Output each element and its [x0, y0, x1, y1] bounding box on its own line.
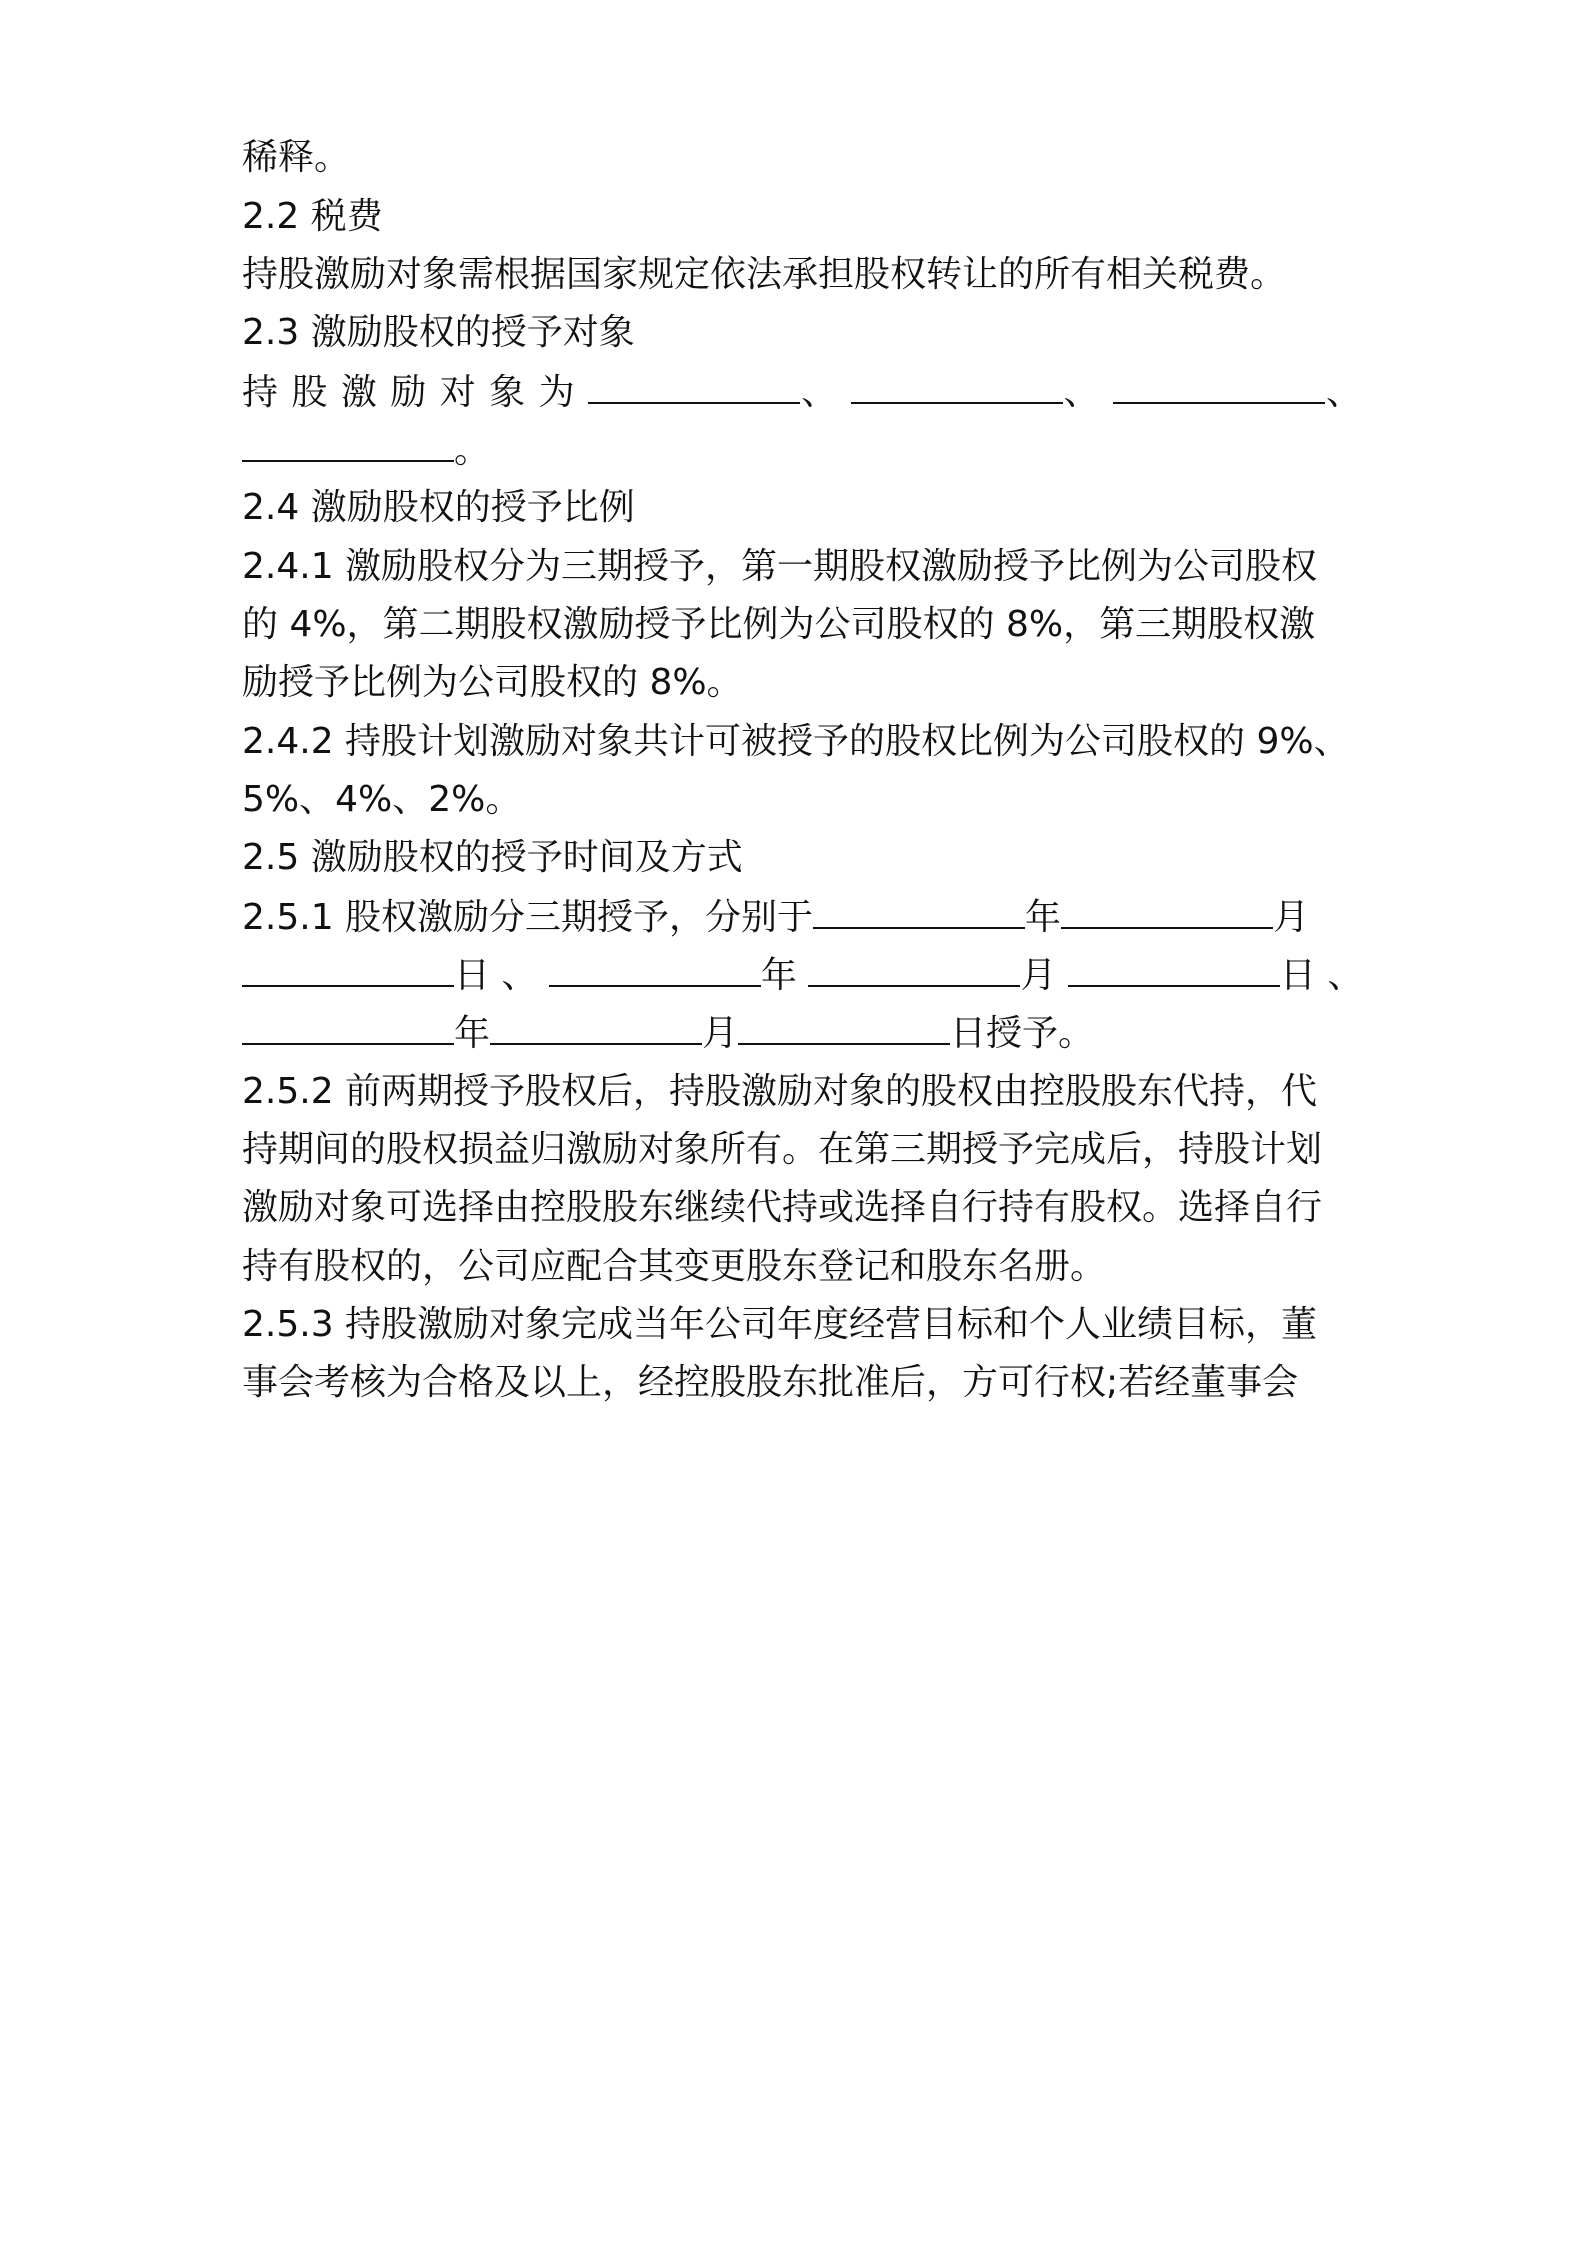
text-line: 2.4.1 激励股权分为三期授予，第一期股权激励授予比例为公司股权: [242, 546, 1318, 587]
fill-in-blank[interactable]: [813, 893, 1025, 929]
fill-in-blank[interactable]: [490, 1009, 702, 1045]
section-heading-2-2: 2.2 税费: [242, 196, 383, 237]
text-line: 持期间的股权损益归激励对象所有。在第三期授予完成后，持股计划: [242, 1129, 1323, 1170]
day-word: 日: [454, 955, 491, 996]
fill-in-blank[interactable]: [242, 951, 454, 987]
separator: 、: [490, 955, 538, 996]
grant-date-line-1: [242, 893, 1362, 942]
text-line: 事会考核为合格及以上，经控股股东批准后，方可行权;若经董事会: [242, 1362, 1299, 1403]
section-heading-2-5: 2.5 激励股权的授予时间及方式: [242, 837, 743, 878]
text-line: 2.5.3 持股激励对象完成当年公司年度经营目标和个人业绩目标，董: [242, 1304, 1318, 1345]
separator: 、: [1062, 372, 1101, 413]
year-word: 年: [760, 955, 797, 996]
month-word: 月: [702, 1013, 739, 1054]
month-word: 月: [1020, 955, 1057, 996]
grant-date-label: 2.5.1 股权激励分三期授予，分别于: [242, 897, 814, 938]
fill-in-blank[interactable]: [1068, 951, 1280, 987]
date-group: [1068, 955, 1363, 996]
period-mark: 。: [454, 430, 491, 471]
fill-in-blank[interactable]: [588, 368, 800, 404]
year-word: 年: [1025, 897, 1062, 938]
day-word: 日: [1279, 955, 1316, 996]
grantee-label: 持 股 激 励 对 象 为: [242, 372, 576, 413]
grantee-line: [242, 368, 1362, 417]
text-line: 稀释。: [242, 137, 351, 178]
fill-in-blank[interactable]: [242, 1009, 454, 1045]
date-group: [549, 955, 797, 996]
fill-in-blank[interactable]: [1113, 368, 1325, 404]
grant-date-line-3: [242, 1009, 1362, 1058]
fill-in-blank[interactable]: [549, 951, 761, 987]
text-line: 的 4%，第二期股权激励授予比例为公司股权的 8%，第三期股权激: [242, 604, 1316, 645]
fill-in-blank[interactable]: [738, 1009, 950, 1045]
text-line: 5%、4%、2%。: [242, 779, 522, 820]
month-word: 月: [1273, 897, 1310, 938]
date-group: [808, 955, 1056, 996]
text-line: 2.4.2 持股计划激励对象共计可被授予的股权比例为公司股权的 9%、: [242, 721, 1350, 762]
grant-date-line-2: [242, 951, 1362, 1000]
text-line: 持有股权的，公司应配合其变更股东登记和股东名册。: [242, 1246, 1107, 1287]
grantee-group: [588, 372, 838, 413]
grantee-group: [1113, 372, 1362, 413]
fill-in-blank[interactable]: [1061, 893, 1273, 929]
date-group: [242, 955, 537, 996]
grantee-group: [851, 372, 1101, 413]
year-word: 年: [454, 1013, 491, 1054]
separator: 、: [1324, 372, 1362, 413]
separator: 、: [800, 372, 839, 413]
grant-end-word: 日授予。: [950, 1013, 1095, 1054]
fill-in-blank[interactable]: [242, 426, 454, 462]
separator: 、: [1315, 955, 1364, 996]
fill-in-blank[interactable]: [808, 951, 1020, 987]
grantee-line-2: [242, 426, 1362, 475]
text-line: 2.5.2 前两期授予股权后，持股激励对象的股权由控股股东代持，代: [242, 1071, 1318, 1112]
section-heading-2-3: 2.3 激励股权的授予对象: [242, 312, 635, 353]
text-line: 激励对象可选择由控股股东继续代持或选择自行持有股权。选择自行: [242, 1187, 1323, 1228]
section-heading-2-4: 2.4 激励股权的授予比例: [242, 487, 635, 528]
text-line: 励授予比例为公司股权的 8%。: [242, 662, 743, 703]
text-line: 持股激励对象需根据国家规定依法承担股权转让的所有相关税费。: [242, 254, 1287, 295]
fill-in-blank[interactable]: [851, 368, 1063, 404]
